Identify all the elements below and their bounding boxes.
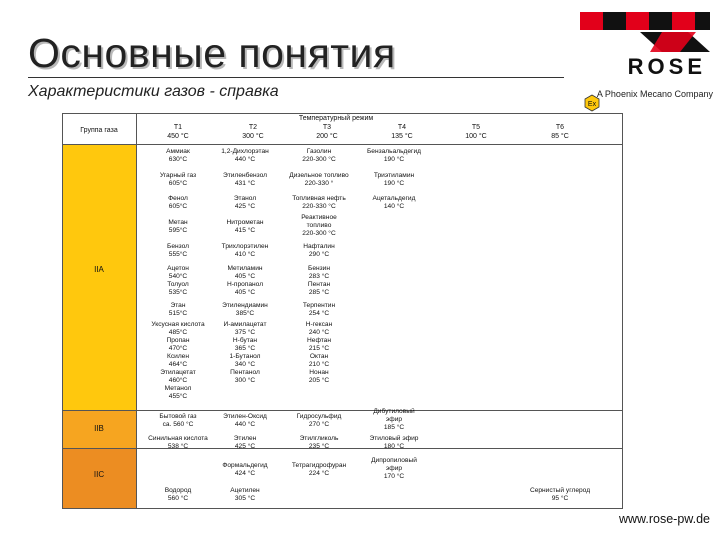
group-column-header: Группа газа bbox=[80, 127, 118, 134]
table-cell: Терпентин 254 °C bbox=[302, 302, 336, 317]
class-header-t2: T2 300 °C bbox=[242, 124, 264, 140]
table-cell: Этилен-Оксид 440 °C bbox=[223, 413, 267, 428]
table-divider-iia-iib bbox=[62, 410, 622, 411]
table-cell: Этиловый эфир 180 °C bbox=[369, 435, 419, 450]
table-cell: Фенол 605°C bbox=[168, 195, 188, 210]
table-cell: Бензальальдегид 190 °C bbox=[366, 148, 421, 163]
table-cell: Бензин 283 °C Пентан 285 °C bbox=[307, 265, 331, 296]
table-cell: Бытовой газ са. 560 °C bbox=[159, 413, 197, 428]
table-cell: Этилен 425 °C bbox=[233, 435, 257, 450]
table-cell: Аммиак 630°C bbox=[166, 148, 190, 163]
table-border-bottom bbox=[62, 508, 622, 509]
table-cell: Бензол 555°C bbox=[167, 243, 189, 258]
title-divider bbox=[28, 77, 564, 78]
table-cell: Этан 515°C bbox=[168, 302, 188, 317]
table-cell: Метан 595°C bbox=[168, 219, 188, 234]
table-cell: Ацетальдегид 140 °C bbox=[372, 195, 416, 210]
logo-company-text: A Phoenix Mecano Company bbox=[596, 89, 713, 99]
table-cell: Нитрометан 415 °C bbox=[226, 219, 264, 234]
table-cell: 1,2-Дихлорэтан 440 °C bbox=[221, 148, 269, 163]
table-cell: Нафталин 290 °C bbox=[303, 243, 335, 258]
table-cell: Реактивное топливо 220-300 °C bbox=[301, 214, 337, 237]
table-cell: Дипропиловый эфир 170 °C bbox=[371, 457, 417, 480]
table-cell: Синильная кислота 538 °C bbox=[148, 435, 208, 450]
table-cell: Формальдегид 424 °C bbox=[222, 462, 268, 477]
class-header-t1: T1 450 °C bbox=[167, 124, 189, 140]
table-cell: Метиламин 405 °C Н-пропанол 405 °C bbox=[226, 265, 264, 296]
rose-logo bbox=[570, 10, 716, 102]
table-cell: Сернистый углерод 95 °C bbox=[529, 487, 591, 502]
table-cell: Дибутиловый эфир 185 °C bbox=[373, 408, 415, 431]
table-cell: Ацетилен 305 °C bbox=[230, 487, 260, 502]
page-subtitle: Характеристики газов - справка bbox=[28, 83, 279, 100]
table-cell: Этиленбензол 431 °C bbox=[223, 172, 267, 187]
table-border-top bbox=[62, 113, 622, 114]
footer-url: www.rose-pw.de bbox=[618, 512, 710, 526]
table-cell: Уксусная кислота 485°C Пропан 470°C Ксилен 464°C Этилацетат 460°C Метанол 455°C bbox=[151, 321, 205, 400]
table-cell: Трихлорэтилен 410 °C bbox=[221, 243, 269, 258]
class-header-t6: T6 85 °C bbox=[551, 124, 569, 140]
table-cell: Топливная нефть 220-330 °C bbox=[292, 195, 346, 210]
table-border-right bbox=[622, 113, 623, 509]
group-label-iia: IIA bbox=[94, 265, 104, 274]
table-cell: Триэтиламин 190 °C bbox=[373, 172, 415, 187]
class-header-t5: T5 100 °C bbox=[465, 124, 487, 140]
ex-hexagon-icon bbox=[583, 94, 601, 112]
table-cell: Угарный газ 605°C bbox=[159, 172, 197, 187]
table-cell: Этанол 425 °C bbox=[233, 195, 257, 210]
table-cell: Этилгликоль 235 °C bbox=[299, 435, 339, 450]
table-cell: Тетрагидрофуран 224 °C bbox=[291, 462, 347, 477]
logo-brand-text: ROSE bbox=[627, 54, 706, 79]
temp-mode-header: Температурный режим bbox=[298, 115, 374, 122]
group-label-iic: IIC bbox=[93, 470, 105, 479]
logo-mark-icon bbox=[570, 10, 716, 56]
group-label-iib: IIB bbox=[94, 424, 104, 433]
page-title: Основные понятия bbox=[28, 30, 396, 76]
table-cell: Газолин 220-300 °C bbox=[302, 148, 336, 163]
class-header-t4: T4 135 °C bbox=[391, 124, 413, 140]
table-border-left bbox=[62, 113, 63, 509]
table-cell: Водород 560 °C bbox=[164, 487, 192, 502]
table-header-divider bbox=[62, 144, 622, 145]
table-cell: Ацетон 540°C Толуол 535°C bbox=[167, 265, 189, 296]
table-cell: И-амилацетат 375 °C Н-бутан 365 °C 1-Бутанол 340 °C Пентанол 300 °C bbox=[223, 321, 267, 384]
svg-text:Ex: Ex bbox=[587, 101, 597, 108]
group-iia-band bbox=[62, 144, 136, 410]
class-header-t3: T3 200 °C bbox=[316, 124, 338, 140]
table-cell: Гидросульфид 270 °C bbox=[296, 413, 342, 428]
table-cell: Н-гексан 240 °C Нефтан 215 °C Октан 210 °C Нонан 205 °C bbox=[305, 321, 333, 384]
table-cell: Дизельное топливо 220-330 ° bbox=[289, 172, 349, 187]
table-cell: Этилендиамин 385°C bbox=[222, 302, 268, 317]
